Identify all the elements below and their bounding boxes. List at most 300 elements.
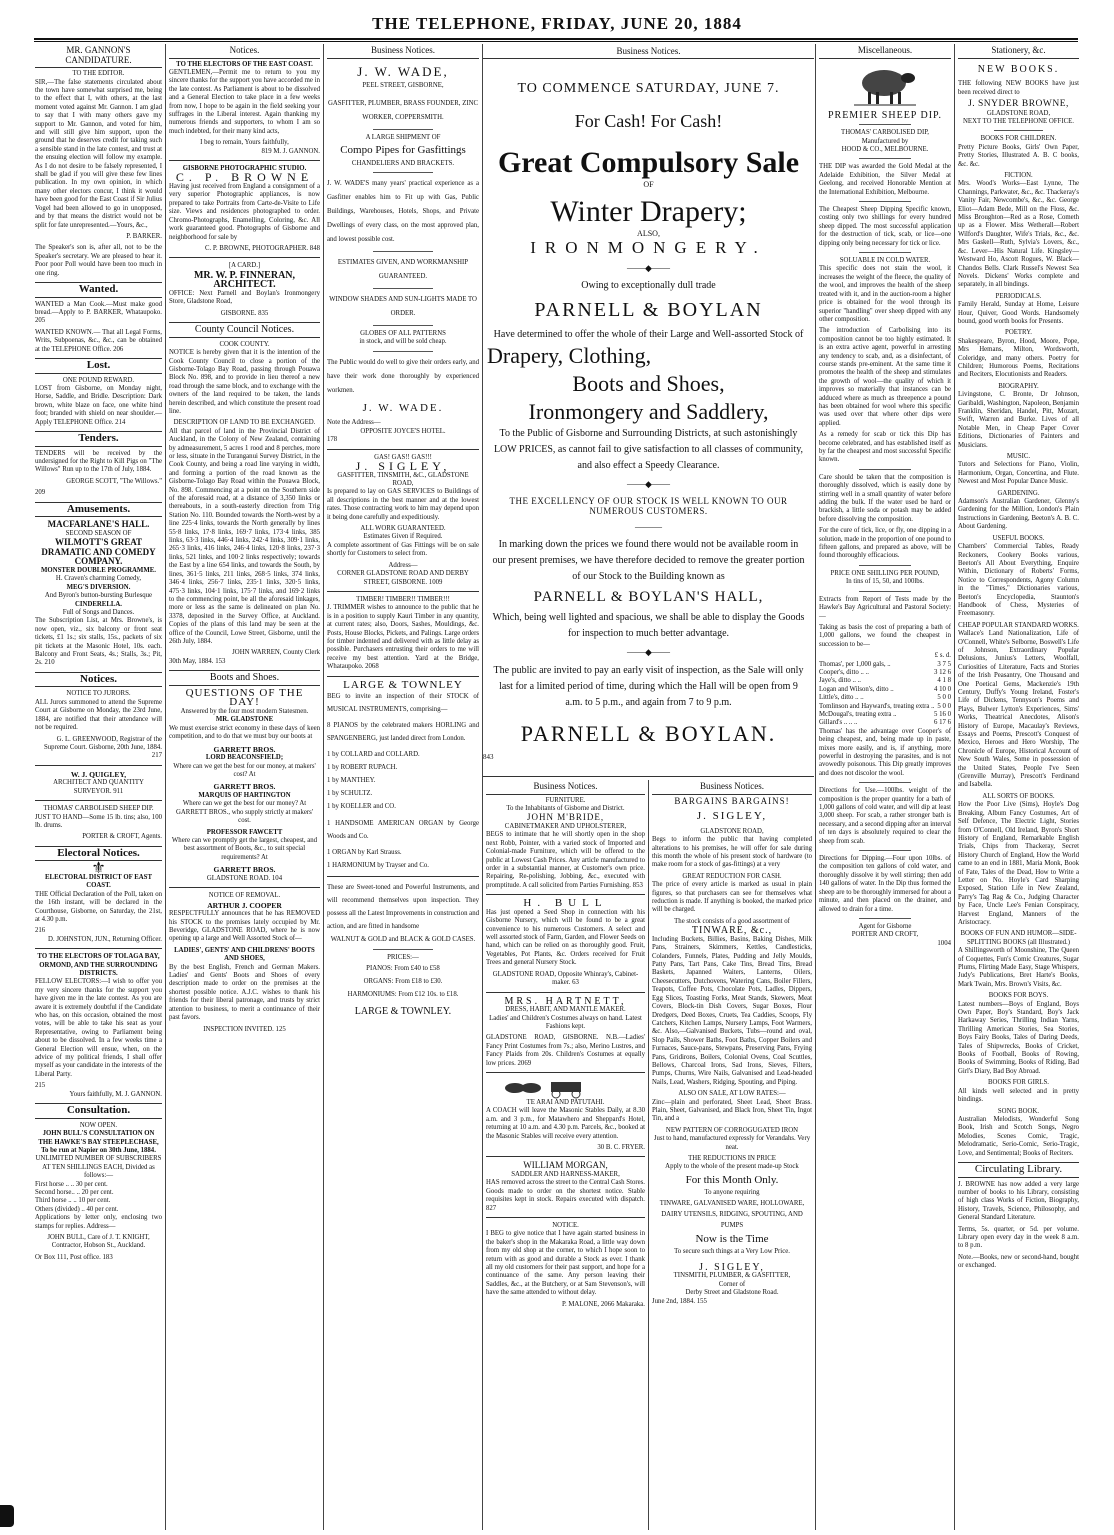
hartnett-trade: DRESS, HABIT, AND MANTLE MAKER. (505, 1006, 626, 1014)
cook-sig: JOHN WARREN, County Clerk (232, 649, 320, 657)
finneran-name: MR. W. P. FINNERAN, ARCHITECT. (193, 269, 296, 291)
tins: In tins of 15, 50, and 100lbs. (846, 578, 924, 586)
now-time: Now is the Time (695, 1232, 769, 1245)
lt-instrument: 1 by SCHULTZ. (327, 790, 373, 798)
bargains: BARGAINS BARGAINS! (674, 795, 790, 806)
thomas-heading: THOMAS' CARBOLISED SHEEP DIP. (43, 805, 154, 813)
amusements-heading: Amusements. (35, 502, 162, 518)
lt-price-row: ORGANS: From £18 to £30. (363, 977, 443, 985)
furniture-to: To the Inhabitants of Gisborne and District. (506, 805, 625, 812)
lt-price-row: PIANOS: From £40 to £58 (366, 964, 440, 972)
introduction: The introduction of Carbolising into its composition cannot be too highly estimated. It is an extra active agent, powerful in arresting any tendency to scab, and, as a disinfectant, of course stands pre-eminent. At the same time it promotes the health of the sheep and stimulates the growth of wool—the quality of which it improves so materially that instances can be adduced where as much as threepence a pound has been obtained for wool where this specific was used over that where other dips were applied. (819, 327, 951, 427)
sigley-guarantee: ALL WORK GUARANTEED. (360, 525, 446, 533)
book-section-heading: CHEAP POPULAR STANDARD WORKS. (958, 621, 1079, 629)
morgan-text: HAS removed across the street to the Central Cash Stores. Goods made to order on the shortest notice. Stable requisites kept in stock. Repairs executed with dispatch. 827 (486, 1179, 645, 1212)
amuse-season: SECOND SEASON OF (65, 529, 132, 537)
hartnett-address: GLADSTONE ROAD, GISBORNE. N.B.—Ladies' Fancy Print Costumes from 7s.; also, Merino Lustres, and Fancy Plaids from 20s. Children's Costumes at equally low prices. 2069 (486, 1034, 645, 1067)
extract: Extracts from Report of Tests made by the Hawke's Bay Agricultural and Pastoral Society:— (819, 595, 951, 620)
consult-title: JOHN BULL'S CONSULTATION ON THE HAWKE'S BAY STEEPLECHASE, To be run at Napier on 30th June, 1884. (38, 1130, 159, 1154)
wanted-ad: WANTED KNOWN.— That all Legal Forms, Writs, Subpoenas, &c., &c., can be obtained at the TELEPHONE Office. 206 (35, 328, 162, 353)
parnell-boylan: PARNELL & BOYLAN (534, 299, 763, 321)
wade-estimates: ESTIMATES GIVEN, AND WORKMANSHIP GUARANTEED. (337, 259, 469, 280)
parnell-boylan-advert (483, 44, 814, 761)
sigley-address-label: Address— (388, 561, 418, 569)
finneran-text: OFFICE: Next Parnell and Boylan's Ironmongery Store, Gladstone Road, (169, 289, 320, 306)
column-heading: Notices. (169, 46, 320, 59)
amuse-hall: MACFARLANE'S HALL. (47, 519, 150, 530)
letter-title: MR. GANNON'S CANDIDATURE. (35, 46, 162, 68)
soluble: SOLUABLE IN COLD WATER. (839, 257, 931, 265)
sigley-road: GLADSTONE ROAD, (700, 827, 764, 835)
sigley-name: J. SIGLEY, (696, 810, 768, 823)
quigley-name: W. J. QUIGLEY, (70, 769, 127, 779)
questions-title: QUESTIONS OF THE DAY! (185, 686, 304, 709)
of-label: OF (643, 180, 654, 189)
well-lighted: Which, being well lighted and spacious, we shall be able to display the Goods for inspection to much better advantage. (492, 612, 805, 639)
gladstone-text: We must exercise strict economy in these days of keen competition, and to do that we must buy our boots at (169, 724, 320, 741)
fawcett-name: PROFESSOR FAWCETT (206, 828, 283, 836)
removal-heading: NOTICE OF REMOVAL. (208, 892, 281, 900)
trimmer-text: J. TRIMMER wishes to announce to the public that he is in a position to supply Kauri Timber in any quantity, at current rates; also, Doors, Sashes, Mouldings, &c. Posts, House Blocks, Pickets, and Palings. Large orders for timber indented and delivered with as little delay as possible. Purchasers entrusting their orders to me will receive my best attention. Yard at the Bridge, Whataupoko. 2068 (327, 604, 479, 671)
wade-trades: GASFITTER, PLUMBER, BRASS FOUNDER, ZINC WORKER, COPPERSMITH. (327, 99, 479, 121)
column-heading: Business Notices. (486, 782, 645, 795)
ad-number: 843 (483, 753, 494, 761)
book-section-heading: FICTION. (1004, 172, 1033, 180)
cooper-makers: By the best English, French and German Makers. Ladies' and Gents' Boots and Shoes of every description made to order on the premises at the shortest possible notice. A.J.C. wishes to thank his friends for their liberal patronage, and trusts by strict attention to business, to merit a continuance of their past favors. (169, 963, 320, 1022)
book-section-heading: USEFUL BOOKS. (992, 534, 1045, 542)
divider-ornament: ——— (635, 522, 662, 532)
lt-harmonium: 1 HARMONIUM by Trayser and Co. (327, 862, 429, 870)
parnell-boylan-hall: PARNELL & BOYLAN'S HALL, (533, 589, 764, 605)
photo-text: Having just received from England a consignment of a very superior Photographic appliances, is now prepared to take Portraits from Carte-de-Visite to Life size. Views and residences photographed to order. Chromo-Photographs, Enamelling, Coloring, &c. All work guaranteed good. Photographs of Gisborne and neighborhood for sale by (169, 183, 320, 241)
coach-heading: TE ARAI AND PATUTAHI. (526, 1098, 605, 1106)
tenders-signature: GEORGE SCOTT, "The Willows." (66, 477, 162, 485)
letter-signature: P. BARKER. (126, 232, 162, 240)
column-heading: Business Notices. (327, 46, 479, 59)
amuse-line: CINDERELLA. (74, 600, 123, 608)
anyone: To anyone requiring (704, 1189, 760, 1197)
book-section-heading: MUSIC. (1006, 453, 1031, 461)
wanted-heading: Wanted. (35, 282, 162, 298)
coach-text: A COACH will leave the Masonic Stables Daily, at 8.30 a.m. and 3 p.m., for Matawhero and Sheppard's Hotel, returning at 10 a.m. and 4.30 p.m. Parcels, &c., booked at the Masonic Stables will receive every attention. (486, 1107, 645, 1140)
wade-window: WINDOW SHADES AND SUN-LIGHTS MADE TO ORDER. (329, 296, 477, 317)
furniture-heading: FURNITURE. (545, 796, 586, 804)
finneran-gisborne: GISBORNE. 835 (220, 309, 269, 317)
morgan-name: WILLIAM MORGAN, (523, 1160, 608, 1171)
divider-ornament: ——◆—— (627, 479, 670, 489)
next-to: NEXT TO THE TELEPHONE OFFICE. (963, 118, 1074, 125)
wade-globes-text: in stock, and will be sold cheap. (359, 338, 447, 346)
cooper-text: RESPECTFULLY announces that he has REMOVED his STOCK to the premises lately occupied by Mr. Beveridge, GLADSTONE ROAD, where he is now opening up a large and Well Assorted Stock of— (169, 910, 320, 943)
book-section-heading: PERIODICALS. (995, 292, 1042, 300)
book-section-text: A Shillingsworth of Moonshine, The Queen of Coquettes, Fun's Comic Creatures, Sugar Plums, Flirting Made Easy, Stage Whispers, Judy's Publications, Bret Harte's Books, Mark Twain, Mrs. Brown's Visits, &c. (958, 947, 1079, 988)
test-row: Gillard's .. .. .. 6 17 6 (819, 719, 951, 727)
lt-instrument: 1 by MANTHEY. (327, 777, 376, 785)
test-row: Tomlinson and Hayward's, treating extra .. 5 0 0 (819, 702, 951, 710)
jurors-heading: NOTICE TO JURORS. (66, 690, 131, 698)
drapery-clothing: Drapery, Clothing, (487, 343, 652, 368)
ad-number: 178 (327, 436, 338, 444)
wade-address: PEEL STREET, GISBORNE, (362, 82, 444, 90)
card-label: [A CARD.] (228, 262, 261, 270)
cook-text: NOTICE is hereby given that it is the intention of the Cook County Council to close a portion of the Gisborne-Tolago Bay Road, passing through Pouawa Block No. 898, and to provide in lieu thereof a new road through the same block, and to exchange with the owners of the land required to be taken, the lands herein described, and which constitute the present road line. (169, 349, 320, 415)
corrugated-text: Just to hand, manufactured expressly for Verandahs. Very neat. (653, 1135, 811, 1151)
sigley-assortment: A complete assortment of Gas Fittings will be on sale shortly for Customers to select from. (327, 541, 479, 558)
wade-chandeliers: CHANDELIERS AND BRACKETS. (351, 159, 455, 167)
snyder-browne: J. SNYDER BROWNE, (968, 99, 1069, 109)
gentlemen-name: 819 M. J. GANNON. (261, 147, 320, 155)
mbride-name: JOHN M'BRIDE, (526, 812, 605, 823)
electoral-text: THE Official Declaration of the Poll, taken on the 16th instant, will be declared in the Courthouse, Gisborne, on Saturday, the 21st, at 4.30 p.m. (35, 890, 162, 923)
consult-row: Others (divided) .. 40 per cent. (35, 1205, 119, 1213)
masthead-rule-thin (34, 41, 1078, 42)
cooper-sig: INSPECTION INVITED. 125 (203, 1025, 286, 1033)
wade-globes: GLOBES OF ALL PATTERNS (360, 330, 446, 337)
reductions-text: Apply to the whole of the present made-up Stock (665, 1163, 799, 1171)
sigley-text: Is prepared to lay on GAS SERVICES to Buildings of all descriptions in the best manner and at the lowest rates. Those contracting work to him may depend upon it being done carefully and expeditiously. (327, 488, 479, 521)
consult-address: JOHN BULL, Care of J. T. KNIGHT, Contractor, Hobson St., Auckland. (47, 1233, 150, 1250)
thomas-dip: THOMAS' CARBOLISED DIP, (841, 129, 929, 137)
masthead-rule (34, 38, 1078, 40)
wade-shipment: A LARGE SHIPMENT OF (365, 133, 441, 141)
book-section-text: Tutors and Selections for Piano, Violin, Harmonium, Organ, Concertina, and Flute. Newest and Most Popular Dance Music. (958, 461, 1079, 486)
tolaga-signature: Yours faithfully, M. J. GANNON. (69, 1090, 162, 1098)
amuse-company: WILMOTT'S GREAT DRAMATIC AND COMEDY COMPANY. (41, 537, 156, 567)
book-section-heading: GARDENING. (997, 489, 1040, 497)
porter-croft: PORTER AND CROFT, (851, 931, 919, 939)
sheep-icon (850, 63, 920, 107)
circ-text: J. BROWNE has now added a very large number of books to his Library, consisting of high class Works of Fiction, Biography, History, Travels, Science, Philosophy, and General Standard Literature. (958, 1180, 1079, 1222)
test-row: Little's, ditto .. .. 5 0 0 (819, 694, 951, 702)
marking-down: In marking down the prices we found there would not be available room in our present premises, we have therefore decided to remove the greater portion of our Stock to the Building known as (492, 539, 805, 582)
column-6 (649, 780, 815, 1530)
reductions: THE REDUCTIONS IN PRICE (688, 1155, 776, 1162)
advantage: Thomas' has the advantage over Cooper's of being cheapest, and, being made up in paste, mixes more easily, and is, if anything, more powerful in destroying the parasites, and is not avowedly poisonous. This Dip greatly improves and does not discolor the wool. (819, 727, 951, 777)
lt-organ: 1 HANDSOME AMERICAN ORGAN by George Woods and Co. (327, 820, 479, 841)
following: THE following NEW BOOKS have just been received direct to (958, 80, 1079, 96)
notice-heading: NOTICE. (552, 1222, 579, 1229)
public-invited: The public are invited to pay an early visit of inspection, as the Sale will only last for a limited period of time, during which the Hall will be open from 9 a.m. to 5 p.m., and again from 7 to 9 p.m. (493, 665, 804, 708)
electoral-signature: D. JOHNSTON, JUN., Returning Officer. (48, 935, 162, 943)
secure: To secure such things at a Very Low Price. (674, 1248, 790, 1256)
book-section-text: Adamson's Australian Gardener, Glenny's Gardening for the Million, London's Plain Instructions in Gardening, Beeton's A. B. C. About Gardening. (958, 498, 1079, 531)
lt-sweet: These are Sweet-toned and Powerful Instruments, and will recommend themselves upon inspection. They possess all the Latest Improvements in construction and action, and are fitted in handsome (327, 884, 479, 931)
book-section-text: Wallace's Land Nationalization, Life of O'Connell, White's Selborne, Boswell's Life of Johnson, Extraordinary Popular Delusions, Junius's Letters, Woolfall, Curiosities of Literature, Facts and Stories of the Irish Peasantry, One Thousand and One Poetical Gems, Mackenzie's 19th Century, Duffy's Young Ireland, Foster's Life of Dickens, Tennyson's Poems and Plays, Bulwer Lytton's Experiences, Sims' Works, Theatrical Anecdotes, Alison's History of Europe, Macaulay's Reviews, Essays and Poems, Prescott's Conquest of Mexico, Heroes and Hero Worship, The Chronicle of Europe, Historical Account of New South Wales, Some in possession of the United States, People I've Seen (Grenville Murray), Prescott's Ferdinand and Isabella. (958, 630, 1079, 789)
excellency: THE EXCELLENCY OF OUR STOCK IS WELL KNOWN TO OUR NUMEROUS CUSTOMERS. (509, 496, 788, 516)
for-cash: For Cash! For Cash! (574, 111, 723, 131)
new-books: NEW BOOKS. (977, 63, 1060, 75)
lt-walnut: WALNUT & GOLD and BLACK & GOLD CASES. (330, 936, 476, 944)
amuse-subscription: The Subscription List, at Mrs. Browne's, is now open, viz., six balcony or front seat tickets, £1 1s.; six stalls, 15s., packets of six pit tickets at the Masonic Hotel, 10s. each. Balcony and Front Seats, 4s.; Stalls, 3s.; Pit, 2s. 210 (35, 617, 162, 667)
morgan-trade: SADDLER AND HARNESS-MAKER, (511, 1170, 620, 1178)
garrett-name: GARRETT BROS. (213, 744, 276, 754)
wade-public: The Public would do well to give their orders early, and have their work done thoroughly by experienced workmen. (327, 358, 479, 394)
book-section-text: Pretty Picture Books, Girls' Own Paper, Pretty Stories, Illustrated A. B. C books, &c. &c. (958, 143, 1079, 168)
sigley-corner: CORNER GLADSTONE ROAD AND DERBY STREET, GISBORNE. 1009 (337, 570, 469, 586)
dip-cheapest: The Cheapest Sheep Dipping Specific known, costing only two shillings for every hundred sheep dipped. The most successful application for the destruction of tick, scab, or lice—one dipping only being necessary for tick or lice. (819, 206, 951, 247)
taking: Taking as basis the cost of preparing a bath of 1,000 gallons, we found the cheapest in succession to be— (819, 623, 951, 648)
divider-ornament: ——◆—— (627, 263, 670, 273)
lt-instrument: 1 by COLLARD and COLLARD. (327, 751, 420, 759)
lt-text: BEG to invite an inspection of their STOCK of MUSICAL INSTRUMENTS, comprising— (327, 693, 479, 714)
test-row: Jaye's, ditto .. .. 4 1 8 (819, 677, 951, 685)
compulsory-sale: Great Compulsory Sale (497, 146, 800, 179)
wade-note: Note the Address— (327, 419, 381, 427)
gladstone: GLADSTONE ROAD, (986, 109, 1051, 117)
book-section-heading: BOOKS FOR BOYS. (988, 992, 1049, 1000)
tolaga-heading: TO THE ELECTORS OF TOLAGA BAY, ORMOND, AND THE SURROUNDING DISTRICTS. (37, 953, 160, 977)
cook-date: 30th May, 1884. 153 (169, 657, 226, 665)
masthead: THE TELEPHONE, FRIDAY, JUNE 20, 1884 (372, 14, 742, 33)
tin-stock: The stock consists of a good assortment of (674, 917, 790, 925)
amuse-line: Full of Songs and Dances. (62, 609, 135, 617)
divider-ornament: ——◆—— (627, 647, 670, 657)
determined: Have determined to offer the whole of their Large and Well-assorted Stock of (493, 329, 804, 340)
corrugated: NEW PATTERN OF CORROGUGATED IRON (665, 1126, 799, 1134)
soluble-text: This specific does not stain the wool, it increases the weight of the fleece, the quality of the wool, and improves the health of the sheep treated with it, and in the auction-room a higher price is obtained for the wool through its superior "handling" over sheep dipped with any other composition. (819, 265, 951, 323)
sale-commence: TO COMMENCE SATURDAY, JUNE 7. (517, 81, 780, 96)
bull-name: H. BULL (523, 897, 608, 910)
ad-number: 1004 (937, 939, 951, 947)
gas-heading: GAS! GAS!! GAS!!! (374, 453, 432, 461)
dull-trade: Owing to exceptionally dull trade (581, 280, 716, 291)
tolaga-text: FELLOW ELECTORS:—I wish to offer you my very sincere thanks for the support you have given me in the late contest. As you are aware it is extremely doubtful if the Candidate who has, on this occasion, obtained the most votes, will be able to take his seat as your Representative, owing to Parliament being about to be dissolved. In a few weeks time a General Election will ensue, when, on the advice of my political friends, I shall offer myself as your candidate in the interests of the Liberal Party. (35, 978, 162, 1078)
directions-dipping: Directions for Dipping.—Four upon 10lbs. of the composition ten gallons of cold water, and thoroughly dissolve it by well stirring; then add 140 gallons of water. In the Dip thus formed the sheep are to be thoroughly immersed for about a minute, and then placed on the drainer, and allowed to drain for a time. (819, 855, 951, 913)
book-section-heading: ALL SORTS OF BOOKS. (982, 792, 1055, 800)
ad-number: 215 (35, 1082, 46, 1090)
to-editor: TO THE EDITOR. (72, 70, 125, 78)
gentlemen-text: GENTLEMEN,—Permit me to return to you my sincere thanks for the support you have accorded me in the late contest. As Parliament is about to be dissolved and a General Election to take place in a few weeks from now, I hope to be again in the field seeking your suffrages in the Liberal interest. Again thanking my numerous friends and supporters, to whom I am so much indebted, for their many kind acts, (169, 69, 320, 135)
wanted-ad: WANTED a Man Cook.—Must make good bread.—Apply to P. BARKER, Whataupoko. 205 (35, 300, 162, 325)
book-section-text: Latest numbers—Boys of England, Boys Own Paper, Boy's Standard, Boy's Jack Harkaway Series, Thrilling Indian Yarns, Thrilling American Stories, Sea Stories, Boys Fairy Books, Tales of Daring Deeds, Tales of Shipwrecks, Books of Cricket, Books of Football, Books of Rowing, Books of Swimming, Books of Riding, Bad Girl's Diary, Bad Boy Abroad. (958, 1000, 1079, 1075)
agent: Agent for Gisborne (858, 922, 912, 930)
jurors-signature: G. L. GREENWOOD, Registrar of the Supreme Court. Gisborne, 20th June, 1884. 217 (44, 735, 162, 760)
sigley-trade: GASFITTER, TINSMITH, &C., GLADSTONE ROAD, (337, 471, 469, 488)
amuse-line: And Byron's button-bursting Burlesque (44, 592, 153, 600)
lost-reward: ONE POUND REWARD. (62, 376, 135, 384)
wade-opposite: OPPOSITE JOYCE'S HOTEL. (360, 427, 446, 435)
hartington-text: Where can we get the best for our money? At GARRETT BROS., who supply strictly at makers' cost. (175, 800, 314, 825)
tinware-list: Including Buckets, Billies, Basins, Baking Dishes, Milk Pans, Strainers, Skimmers, Kettles, Candlesticks, Colanders, Funnels, Plates, Pudding and Jelly Moulds, Patty Pans, Tart Pans, Cake Tins, Bread Tins, Bread Baskets, Japanned Waiters, Lanterns, Oilers, Cheesecutters, Dutchovens, Watering Cans, Boiler Fillers, Teapots, Coffee Pots, Chocolate Pots, Ladles, Dippers, Egg Slices, Toasting Forks, Meat Stands, Skewers, Meat Covers, Block-tin Dish Covers, Sugar Boxes, Flour Dredgers, Deed Boxes, Cruets, Tea Caddies, Scoops, Fly Catchers, Kitchen Lamps, Nursery Lamps, Foot Warmers, &c. Also,—Galvanised Buckets, Tubs—round and oval, Slop Pails, Shower Baths, Foot Baths, Copper Boilers and Furnaces, Sauce-pans, Stewpans, Preserving Pans, Frying Pans, Gridirons, Boilers, Colonial Ovens, Coal Scuttles, Bellows, Charcoal Irons, Sad Irons, Sieves, Filters, Pumps, Churns, Wire Nails, Galvanised and Lead-headed Nails, Lead, Washers, Ridging, Spouting, and Piping. (652, 935, 812, 1086)
book-section-heading: BIOGRAPHY. (998, 382, 1039, 390)
lt-organ2: 1 ORGAN by Karl Strauss. (327, 849, 402, 857)
circ-terms: Terms, 5s. quarter, or 5d. per volume. Library open every day in the week 8 a.m. to 8 p.m. (958, 1225, 1079, 1250)
consult-row: Third horse .. .. 10 per cent. (35, 1197, 111, 1205)
coach-icon (491, 1077, 641, 1099)
test-row: Logan and Wilson's, ditto .. 4 10 0 (819, 685, 951, 693)
section-rule (483, 776, 814, 777)
sale-heading: ALSO ON SALE, AT LOW RATES:— (678, 1090, 786, 1098)
anyone-list: TINWARE, GALVANISED WARE, HOLLOWARE, DAIRY UTENSILS, RIDGING, SPOUTING, AND PUMPS (659, 1199, 805, 1229)
cooper-stock: LADIES', GENTS' AND CHILDRENS' BOOTS AND SHOES, (174, 946, 315, 963)
book-section-text: Chambers' Commercial Tables, Ready Reckoners, Cookery Books various, Beeton's All About Everything, Enquire Within, Dictionary of Roberts' Forms, Notice to Correspondents, Agony Column in the "Times," Dictionaries various, Beeton's Encyclopedia, Staunton's Handbook of Chess, Mysteries of Freemasonry. (958, 543, 1079, 618)
cure: For the cure of tick, lice, or fly, one dipping in a solution, made in the proportion of one pound to fifteen gallons, and prepared as above, will be found thoroughly efficacious. (819, 527, 951, 560)
test-row: Cooper's, ditto .. .. 3 12 6 (819, 668, 951, 676)
date: June 2nd, 1884. 155 (652, 1297, 707, 1305)
desc-text: All that parcel of land in the Provincial District of Auckland, in the Colony of New Zealand, containing by admeasurement, 5 acres 1 rood and 8 perches, more or less, situate in the Turanganui Survey District, in the Cook County, and being a road line varying in width, and forming a portion of the road known as the Gisborne-Tolago Bay Road within the Pouawa Block, No. 898. Commencing at a point on the Southern side of the aforesaid road, at a distance of 3,350 links or thereabouts, in a south-easterly direction from Trig Station No. 110. Bounded towards the North-west by a line 225·4 links, towards the North generally by lines 55·8 links, 17·8 links, 169·7 links, 173·4 links, 385 links, 63·3 links, 446·4 links, 242·4 links, 309·1 links, 265·3 links, 416 links, 246·4 links, 120·8 links, 237·3 links, 521 links, and 100·2 links respectively; towards the East by a line 654 links, and towards the South, by lines, 361·5 links, 211 links, 268·5 links, 374 links, 346·4 links, 256·7 links, 235·1 links, 320·5 links, 475·3 links, 104·1 links, 175·7 links, and 169·2 links to the commencing point, be all the aforesaid linkages, more or less as the same is delineated on plan No. 3378, deposited in the Survey Office, at Auckland. Copies of the plans of this land may be seen at the office of the Council, Lowe Street, Gisborne, until the 26th July, 1884. (169, 427, 320, 645)
photo-sig: C. P. BROWNE, PHOTOGRAPHER. 848 (204, 244, 320, 252)
price: PRICE ONE SHILLING PER POUND, (830, 569, 940, 577)
consult-now: NOW OPEN. (79, 1121, 118, 1129)
lt-prices: PRICES:— (387, 953, 419, 961)
sigley-begs: Begs to inform the public that having completed alterations to his premises, he will offer for sale during this month the whole of his present stock of hardware (to make room for a stock of gas-fittings) at a very (652, 836, 812, 869)
beaconsfield-name: LORD BEACONSFIELD; (205, 754, 284, 762)
column-7 (816, 44, 954, 1530)
sigley-trade-2: TINSMITH, PLUMBER, & GASFITTER, (673, 1272, 791, 1280)
wade-compo: Compo Pipes for Gasfittings (340, 144, 466, 156)
lost-text: LOST from Gisborne, on Monday night, Horse, Saddle, and Bridle. Description: Dark brown, white blaze on face, one white hind foot; branded with shield on near shoulder.—Apply TELEPHONE Office. 214 (35, 384, 162, 426)
this-month: For this Month Only. (685, 1173, 779, 1186)
boots-heading: Boots and Shoes. (169, 670, 320, 686)
derby: Derby Street and Gladstone Road. (685, 1289, 779, 1297)
jurors-text: ALL Jurors summoned to attend the Supreme Court at Gisborne on Monday, the 23rd June, 1884, are notified that their attendance will not be required. (35, 698, 162, 732)
tenders-text: TENDERS will be received by the undersigned for the Right to Kill Pigs on "The Willows" Run up to the 17th of July, 1884. (35, 449, 162, 474)
wade-name-2: J. W. WADE. (362, 401, 444, 414)
directions-use: Directions for Use.—100lbs. weight of the composition is the proper quantity for a bath of 1,000 gallons of cold water, and will dip at least 3,000 sheep. For scab, a rather stronger bath is necessary, and a second dipping after an interval of ten days is absolutely required to clear the sheep from scab. (819, 787, 951, 845)
mbride-trade: CABINETMAKER AND UPHOLSTERER, (504, 823, 627, 830)
coach-sig: 30 B. C. FRYER. (597, 1143, 645, 1151)
column-heading: Miscellaneous. (819, 46, 951, 59)
column-3 (324, 44, 482, 1530)
consult-box: Or Box 111, Post office. 183 (35, 1253, 113, 1261)
notices-heading: Notices. (35, 672, 162, 688)
lt-name: LARGE & TOWNLEY (343, 678, 463, 691)
consult-apply: Applications by letter only, enclosing two stamps for replies. Address— (35, 1214, 162, 1230)
notice-sig: P. MALONE, 2066 Makaraka. (561, 1300, 645, 1308)
circ-note: Note.—Books, new or second-hand, bought or exchanged. (958, 1253, 1079, 1270)
garrett-name: GARRETT BROS. (213, 865, 276, 875)
consult-unlimited: UNLIMITED NUMBER OF SUBSCRIBERS AT TEN SHILLINGS EACH, Divided as follows:— (35, 1155, 162, 1180)
tenders-heading: Tenders. (35, 431, 162, 447)
column-8 (955, 44, 1082, 1530)
column-2 (166, 44, 323, 1530)
column-heading: Stationery, &c. (958, 46, 1079, 59)
lt-instrument: 1 by ROBERT RUPACH. (327, 764, 398, 772)
amuse-line: H. Craven's charming Comedy, (55, 575, 142, 583)
low-prices: To the Public of Gisborne and Surrounding Districts, at such astonishingly LOW PRICES, as cannot fail to give satisfaction to all classes of community, and also effect a Speedy Clearance. (493, 428, 804, 471)
book-section-text: Shakespeare, Byron, Hood, Moore, Pope, Mrs Hemans, Milton, Wordsworth, Coleridge, and many others. Poetry for Children; Humorous Poems, Recitations and Reciters, Elocutionists and Readers. (958, 337, 1079, 379)
lt-name-2: LARGE & TOWNLEY. (354, 1005, 452, 1017)
lt-pianos: 8 PIANOS by the celebrated makers HORLING and SPANGENBERG, just landed direct from London. (327, 722, 479, 743)
cooper-name: ARTHUR J. COOPER (207, 900, 282, 910)
hartington-name: MARQUIS OF HARTINGTON (198, 791, 291, 799)
also-label: ALSO, (637, 229, 660, 238)
reduction-heading: GREAT REDUCTION FOR CASH. (682, 872, 782, 880)
consult-row: Second horse.. .. 20 per cent. (35, 1188, 114, 1196)
hartnett-name: MRS. HARTNETT, (504, 995, 627, 1007)
thomas-text: JUST TO HAND—Some 15 lb. tins; also, 100 lb. drums. (35, 813, 162, 829)
photo-name: C. P. BROWNE (175, 170, 314, 185)
ad-number: 209 (35, 489, 46, 497)
garrett-name: GARRETT BROS. (213, 782, 276, 792)
quigley-title: ARCHITECT AND QUANTITY SURVEYOR. 911 (53, 779, 144, 795)
questions-answered: Answered by the four most modern Statesmen. (180, 707, 309, 715)
column-1 (32, 44, 165, 1530)
sigley-name: J. SIGLEY, (355, 459, 451, 474)
manufactured: Manufactured by (861, 137, 909, 145)
electoral-district: ELECTORAL DISTRICT OF EAST COAST. (45, 873, 152, 890)
consult-row: First horse .. .. 30 per cent. (35, 1180, 108, 1188)
amuse-line: MEG'S DIVERSION. (66, 583, 131, 591)
wade-text: J. W. WADE'S many years' practical experience as a Gasfitter enables him to Fit up with Gas, Public Buildings, Warehouses, Hotels, Shops, and Private Dwellings of every class, on the most approved plan, and lowest possible cost. (327, 180, 479, 243)
hartnett-text: Ladies' and Children's Costumes always on hand. Latest Fashions kept. (489, 1014, 642, 1030)
premier-dip: PREMIER SHEEP DIP. (827, 109, 943, 121)
lt-instrument: 1 by KOELLER and CO. (327, 803, 396, 811)
gladstone-name: MR. GLADSTONE (215, 716, 274, 724)
thomas-signature: PORTER & CROFT, Agents. (82, 833, 162, 841)
book-section-text: All kinds well selected and in pretty bindings. (958, 1087, 1079, 1104)
lsd: £ s. d. (934, 652, 951, 660)
cook-county: COOK COUNTY. (219, 340, 270, 348)
book-section-text: Mrs. Wood's Works—East Lynne, The Channings, Parkwater, &c., &c. Thackeray's Vanity Fair, Newcombe's, &c., &c. George Eliot—Adam Bede, Mill on the Floss, &c. Miss Broughton—Red as a Rose, Cometh up as a Flower. Miss Wetherall—Robert Wilford's Daughter, Wife's Trials, &c., &c. Mrs Gaskell—Ruth, Sylvia's Lovers, &c., &c. Lever—His Natural Life. Kingsley—Westward Ho, Ascott Rogues, W. Black—Chandos Bells. Clark Russel's Newest Sea Novels. Dickens' Works complete and separately, in all bindings. (958, 180, 1079, 289)
amuse-programme: MONSTER DOUBLE PROGRAMME. (41, 567, 156, 574)
care: Care should be taken that the composition is thoroughly dissolved, which is easily done by stirring well in a small quantity of water before adding the bulk. If the water used be hard or brackish, a little soda or potash may be added before dissolving the composition. (819, 473, 951, 523)
electoral-heading: Electoral Notices. (35, 846, 162, 862)
hood: HOOD & CO., MELBOURNE. (841, 146, 929, 153)
consultation-heading: Consultation. (35, 1103, 162, 1119)
ironmongery-saddlery: Ironmongery and Saddlery, (528, 399, 769, 424)
book-section-heading: SONG BOOK. (997, 1107, 1040, 1115)
test-row: McDougal's, treating extra .. 5 16 0 (819, 710, 951, 718)
bull-address: GLADSTONE ROAD, Opposite Whinray's, Cabinet-maker. 63 (492, 970, 639, 987)
ad-number: 216 (35, 927, 46, 935)
sigley-name-2: J. SIGLEY, (699, 1261, 765, 1273)
book-section-text: How the Poor Live (Sims), Hoyle's Dog Breaking, Album Fancy Costumes, Art of Self Defence, The Electric Light, Stories from O'Connell, Old Ireland, Byron's Short History of England, Remarkable English Trials, Chips from Thackeray, Secret History Church of England, How the World came to an end in 1881, Maria Monk, Book of Fate, Tales of the Dead, How to Write a Letter on No. Hoyle's Card Sharping Exposed, Station Life in New Zealand, Parry's Tag Rag & Co., Judging Character by Face, Uncle Lee's Fenian Conspiracy, Harvest England, Manners of the Aristocracy. (958, 801, 1079, 926)
page-edge-mark (0, 1505, 14, 1527)
speaker-paragraph: The Speaker's son is, after all, not to be the Speaker's secretary. We are pleased to hear it. Poor poor Poll would have been too much in one ring. (35, 244, 162, 277)
beaconsfield-text: Where can we get the best for our money, at makers' cost? At (173, 762, 316, 778)
gladstone-road: GLADSTONE ROAD. 104 (206, 874, 283, 882)
circulating-library: Circulating Library. (958, 1162, 1079, 1178)
sale-text: Zinc—plain and perforated, Sheet Lead, Sheet Brass. Plain, Sheet, Galvanised, and Black Iron, Sheet Tin, Ingot Tin, and a (652, 1098, 812, 1123)
photo-heading: GISBORNE PHOTOGRAPHIC STUDIO. (182, 165, 307, 173)
dip-medal: THE DIP was awarded the Gold Medal at the Adelaide Exhibition, the Silver Medal at Geelong, and received Honorable Mention at the International Exhibition, Melbourne. (819, 163, 951, 196)
notice-text: I BEG to give notice that I have again started business in the baker's shop in the Makaraka Road, a little way down from my old shop at the corner, to which I hope soon to return with as good and durable a Stock as ever. I thank all my old customers for their past support, and hope for a continuance of the same. Any person leaving their Saddles, &c., at the Butchery, or at Sam Stevenson's, will have the same attended to without delay. (486, 1230, 645, 1297)
column-heading: Business Notices. (652, 782, 812, 795)
timber-heading: TIMBER! TIMBER!! TIMBER!!! (356, 595, 450, 603)
fawcett-text: Where can we promptly get the largest, cheapest, and best assortment of Boots, &c., to suit special requirements? At (171, 837, 318, 861)
winter-drapery: Winter Drapery; (550, 195, 747, 228)
county-heading: County Council Notices. (169, 322, 320, 338)
book-section-text: Livingstone, C. Bronte, Dr Johnson, Garibaldi, Washington, Napoleon, Benjamin Franklin, Sheridan, Handel, Pitt, Mozart, Swift, Warren and Burke. Lives of all Notable Men, in Cheap Paper Cover Editions, Dictionaries of Painters and Musicians. (958, 391, 1079, 449)
remedy: As a remedy for scab or tick this Dip has become celebrated, and has established itself as by far the cheapest and most successful Specific known. (819, 431, 951, 464)
lt-price-row: HARMONIUMS: From £12 10s. to £18. (347, 990, 459, 998)
boots-shoes: Boots and Shoes, (572, 371, 725, 396)
test-row: Thomas', per 1,000 gals, .. 3 7 5 (819, 660, 951, 668)
desc-heading: DESCRIPTION OF LAND TO BE EXCHANGED. (173, 419, 316, 427)
electors-heading: TO THE ELECTORS OF THE EAST COAST. (176, 60, 313, 68)
ironmongery: IRONMONGERY. (530, 238, 767, 257)
mbride-text: BEGS to intimate that he will shortly open in the shop next Robb, Pointer, with a varied stock of Imported and Colonial-made Furniture, which will be offered to the public at Lowest Cash Prices. Any article manufactured to order in a substantial manner, at Customer's own price. Repairing, Re-polishing, Jobbing, &c., executed with promptitude. A call solicited from Parties Furnishing. 853 (486, 831, 645, 889)
gentlemen-sig: I beg to remain, Yours faithfully, (200, 139, 289, 147)
tinware: TINWARE, &c., (691, 925, 773, 937)
corner-of: Corner of (718, 1280, 746, 1288)
lost-heading: Lost. (35, 358, 162, 374)
book-section-heading: BOOKS FOR CHILDREN. (980, 135, 1057, 143)
parnell-boylan-sig: PARNELL & BOYLAN. (520, 721, 777, 746)
crest-icon: ⚜ (91, 860, 106, 878)
book-section-heading: BOOKS FOR GIRLS. (988, 1079, 1049, 1087)
reduction-text: The price of every article is marked as usual in plain figures, so that purchasers can see for themselves what reduction is made. If anything is booked, the marked price will be charged. (652, 881, 812, 914)
column-heading: Business Notices. (483, 46, 814, 59)
book-section-heading: BOOKS OF FUN AND HUMOR—SIDE-SPLITTING BOOKS (all Illustrated.) (960, 930, 1077, 946)
letter-text: SIR,—The false statements circulated about the town have somewhat surprised me, being to the effect that I, with others, at the last moment voted against Mr. Gannon. I am glad to say that I with many others gave my support to Mr. Gannon, and voted for him, and will still give him support, upon the ground that he deserves credit for taking such a sensible stand in the late contest, and trust at the ensuing election will follow my example. As I do not desire to be falsely represented, I shall be glad if you will give these few lines publication. In my own opinion, in which many other electors concur, I think it would have been good for the East Coast if Sir Julius Vogel had been allowed to go in unopposed, and by that means the district would not be split for fate unrepresented.—Yours, &c., (35, 78, 162, 229)
sigley-estimates: Estimates Given if Required. (363, 533, 443, 541)
wade-name: J. W. WADE, (357, 63, 449, 79)
column-5 (483, 780, 648, 1530)
book-section-text: Australian Melodists, Wonderful Song Book, Irish and Scotch Songs, Negro Melodies, Scenes Comic, Tragic, Melodramatic, Serio-Comic, Serio-Tragic, Love, and Sentimental; Books of Reciters. (958, 1115, 1079, 1157)
book-section-text: Family Herald, Sunday at Home, Leisure Hour, Quiver, Good Words. Handsomely bound, good worth books for Presents. (958, 301, 1079, 325)
